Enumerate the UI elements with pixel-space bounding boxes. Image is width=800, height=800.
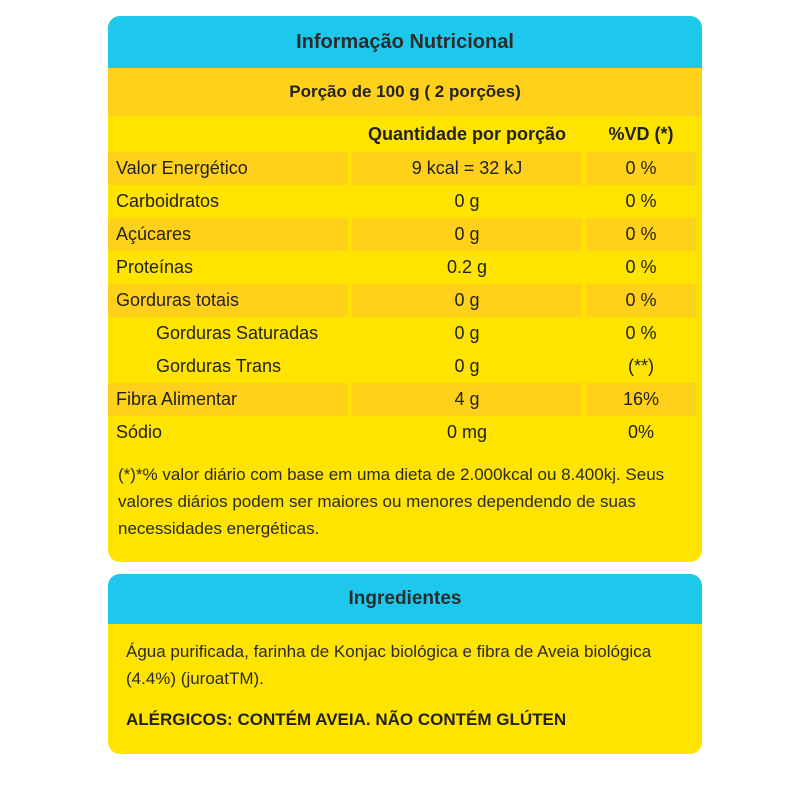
nutrient-name: Gorduras Saturadas: [156, 323, 319, 343]
nutrition-panel: [108, 16, 702, 562]
portion-size: Porção de 100 g ( 2 porções): [108, 68, 702, 116]
table-row: [108, 284, 702, 317]
daily-value-footnote: (*)*% valor diário com base em uma dieta de 2.000kcal ou 8.400kj. Seus valores diários podem ser maiores ou menores dependendo de suas necessidades energéticas.: [118, 465, 665, 538]
nutrient-quantity: 4 g: [352, 383, 582, 416]
nutrient-vd: 0%: [627, 422, 654, 442]
nutrient-vd: 0 %: [625, 191, 657, 211]
nutrient-vd: (**): [628, 356, 654, 376]
table-row: [108, 251, 702, 284]
nutrient-name: Carboidratos: [116, 191, 220, 211]
nutrient-name: Gorduras Trans: [156, 356, 282, 376]
column-vd: %VD (*): [608, 123, 674, 144]
nutrient-name: Sódio: [116, 422, 163, 442]
nutrient-name: Fibra Alimentar: [108, 383, 348, 416]
nutrition-table: [108, 116, 702, 449]
column-quantity: Quantidade por porção: [367, 123, 567, 144]
nutrient-quantity: 0 g: [352, 218, 582, 251]
allergens-notice: ALÉRGICOS: CONTÉM AVEIA. NÃO CONTÉM GLÚTEN: [126, 710, 567, 729]
table-row: [108, 383, 702, 416]
table-header: [108, 116, 702, 152]
nutrient-quantity: 0 g: [352, 284, 582, 317]
nutrient-quantity: 9 kcal = 32 kJ: [352, 152, 582, 185]
nutrient-vd: 0 %: [586, 284, 696, 317]
table-row: [108, 416, 702, 449]
ingredients-title: Ingredientes: [108, 574, 702, 624]
nutrient-name: Proteínas: [116, 257, 194, 277]
table-row: [108, 185, 702, 218]
nutrient-name: Gorduras totais: [108, 284, 348, 317]
nutrient-vd: 0 %: [625, 323, 657, 343]
ingredients-panel: [108, 574, 702, 754]
nutrient-quantity: 0 mg: [446, 422, 488, 442]
nutrient-vd: 0 %: [625, 257, 657, 277]
ingredients-text: Água purificada, farinha de Konjac biológica e fibra de Aveia biológica (4.4%) (juroatTM).: [126, 642, 652, 688]
nutrition-title: Informação Nutricional: [108, 16, 702, 68]
table-row: [108, 218, 702, 251]
nutrient-vd: 0 %: [586, 152, 696, 185]
nutrient-vd: 16%: [586, 383, 696, 416]
nutrient-name: Valor Energético: [108, 152, 348, 185]
nutrient-name: Açúcares: [108, 218, 348, 251]
table-row: [108, 350, 702, 383]
nutrient-quantity: 0 g: [454, 323, 480, 343]
nutrient-quantity: 0 g: [454, 356, 480, 376]
nutrient-quantity: 0.2 g: [446, 257, 488, 277]
nutrient-quantity: 0 g: [454, 191, 480, 211]
nutrient-vd: 0 %: [586, 218, 696, 251]
table-row: [108, 152, 702, 185]
table-row: [108, 317, 702, 350]
